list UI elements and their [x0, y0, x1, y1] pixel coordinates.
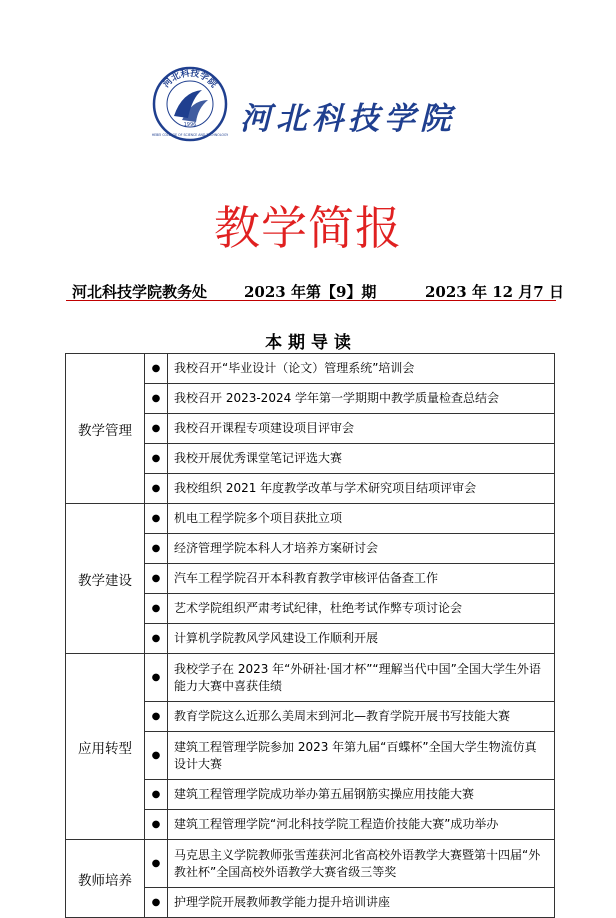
- toc-item[interactable]: 建筑工程管理学院参加 2023 年第九届“百蝶杯”全国大学生物流仿真设计大赛: [168, 732, 555, 780]
- toc-item[interactable]: 计算机学院教风学风建设工作顺利开展: [168, 624, 555, 654]
- bullet-icon: ●: [145, 354, 168, 384]
- bullet-icon: ●: [145, 564, 168, 594]
- bullet-icon: ●: [145, 534, 168, 564]
- bullet-icon: ●: [145, 474, 168, 504]
- issue-date: 2023 年 12 月7 日: [425, 283, 564, 301]
- divider-line: [66, 300, 556, 301]
- bullet-icon: ●: [145, 504, 168, 534]
- bullet-icon: ●: [145, 624, 168, 654]
- toc-item[interactable]: 我校召开课程专项建设项目评审会: [168, 414, 555, 444]
- toc-item[interactable]: 建筑工程管理学院成功举办第五届钢筋实操应用技能大赛: [168, 780, 555, 810]
- toc-item[interactable]: 艺术学院组织严肃考试纪律，杜绝考试作弊专项讨论会: [168, 594, 555, 624]
- bullet-icon: ●: [145, 444, 168, 474]
- school-name: 河北科技学院: [240, 101, 456, 137]
- logo-ring-text: 河北科技学院: [161, 68, 219, 90]
- bullet-icon: ●: [145, 702, 168, 732]
- toc-item[interactable]: 建筑工程管理学院“河北科技学院工程造价技能大赛”成功举办: [168, 810, 555, 840]
- bullet-icon: ●: [145, 414, 168, 444]
- toc-item[interactable]: 马克思主义学院教师张雪莲获河北省高校外语教学大赛暨第十四届“外教社杯”全国高校外语教学大赛省级三等奖: [168, 840, 555, 888]
- category-cell: 应用转型: [66, 654, 145, 840]
- category-cell: 教学管理: [66, 354, 145, 504]
- table-row: [66, 654, 555, 702]
- logo-year: 1996: [183, 122, 197, 128]
- toc-item[interactable]: 护理学院开展教师教学能力提升培训讲座: [168, 888, 555, 918]
- toc-item[interactable]: 汽车工程学院召开本科教育教学审核评估备查工作: [168, 564, 555, 594]
- bullet-icon: ●: [145, 810, 168, 840]
- toc-item[interactable]: 经济管理学院本科人才培养方案研讨会: [168, 534, 555, 564]
- toc-item[interactable]: 我校开展优秀课堂笔记评选大赛: [168, 444, 555, 474]
- table-row: [66, 354, 555, 384]
- category-cell: 教师培养: [66, 840, 145, 918]
- bullet-icon: ●: [145, 384, 168, 414]
- publisher: 河北科技学院教务处: [72, 283, 208, 301]
- bullet-icon: ●: [145, 888, 168, 918]
- toc-heading: 本 期 导 读: [265, 333, 351, 353]
- toc-item[interactable]: 机电工程学院多个项目获批立项: [168, 504, 555, 534]
- table-row: [66, 840, 555, 888]
- bullet-icon: ●: [145, 594, 168, 624]
- logo-subtext: HEBEI COLLEGE OF SCIENCE AND TECHNOLOGY: [152, 133, 228, 137]
- category-cell: 教学建设: [66, 504, 145, 654]
- school-logo: [152, 66, 228, 142]
- bullet-icon: ●: [145, 840, 168, 888]
- toc-item[interactable]: 我校召开 2023-2024 学年第一学期期中教学质量检查总结会: [168, 384, 555, 414]
- toc-table: [65, 353, 555, 918]
- toc-item[interactable]: 我校学子在 2023 年“外研社·国才杯”“理解当代中国”全国大学生外语能力大赛中喜获佳绩: [168, 654, 555, 702]
- bullet-icon: ●: [145, 780, 168, 810]
- bullet-icon: ●: [145, 732, 168, 780]
- table-row: [66, 504, 555, 534]
- issue-number: 2023 年第【9】期: [244, 283, 377, 301]
- toc-item[interactable]: 我校组织 2021 年度教学改革与学术研究项目结项评审会: [168, 474, 555, 504]
- bullet-icon: ●: [145, 654, 168, 702]
- toc-item[interactable]: 教育学院这么近那么美周末到河北—教育学院开展书写技能大赛: [168, 702, 555, 732]
- bulletin-title: 教学简报: [214, 201, 402, 255]
- toc-item[interactable]: 我校召开“毕业设计（论文）管理系统”培训会: [168, 354, 555, 384]
